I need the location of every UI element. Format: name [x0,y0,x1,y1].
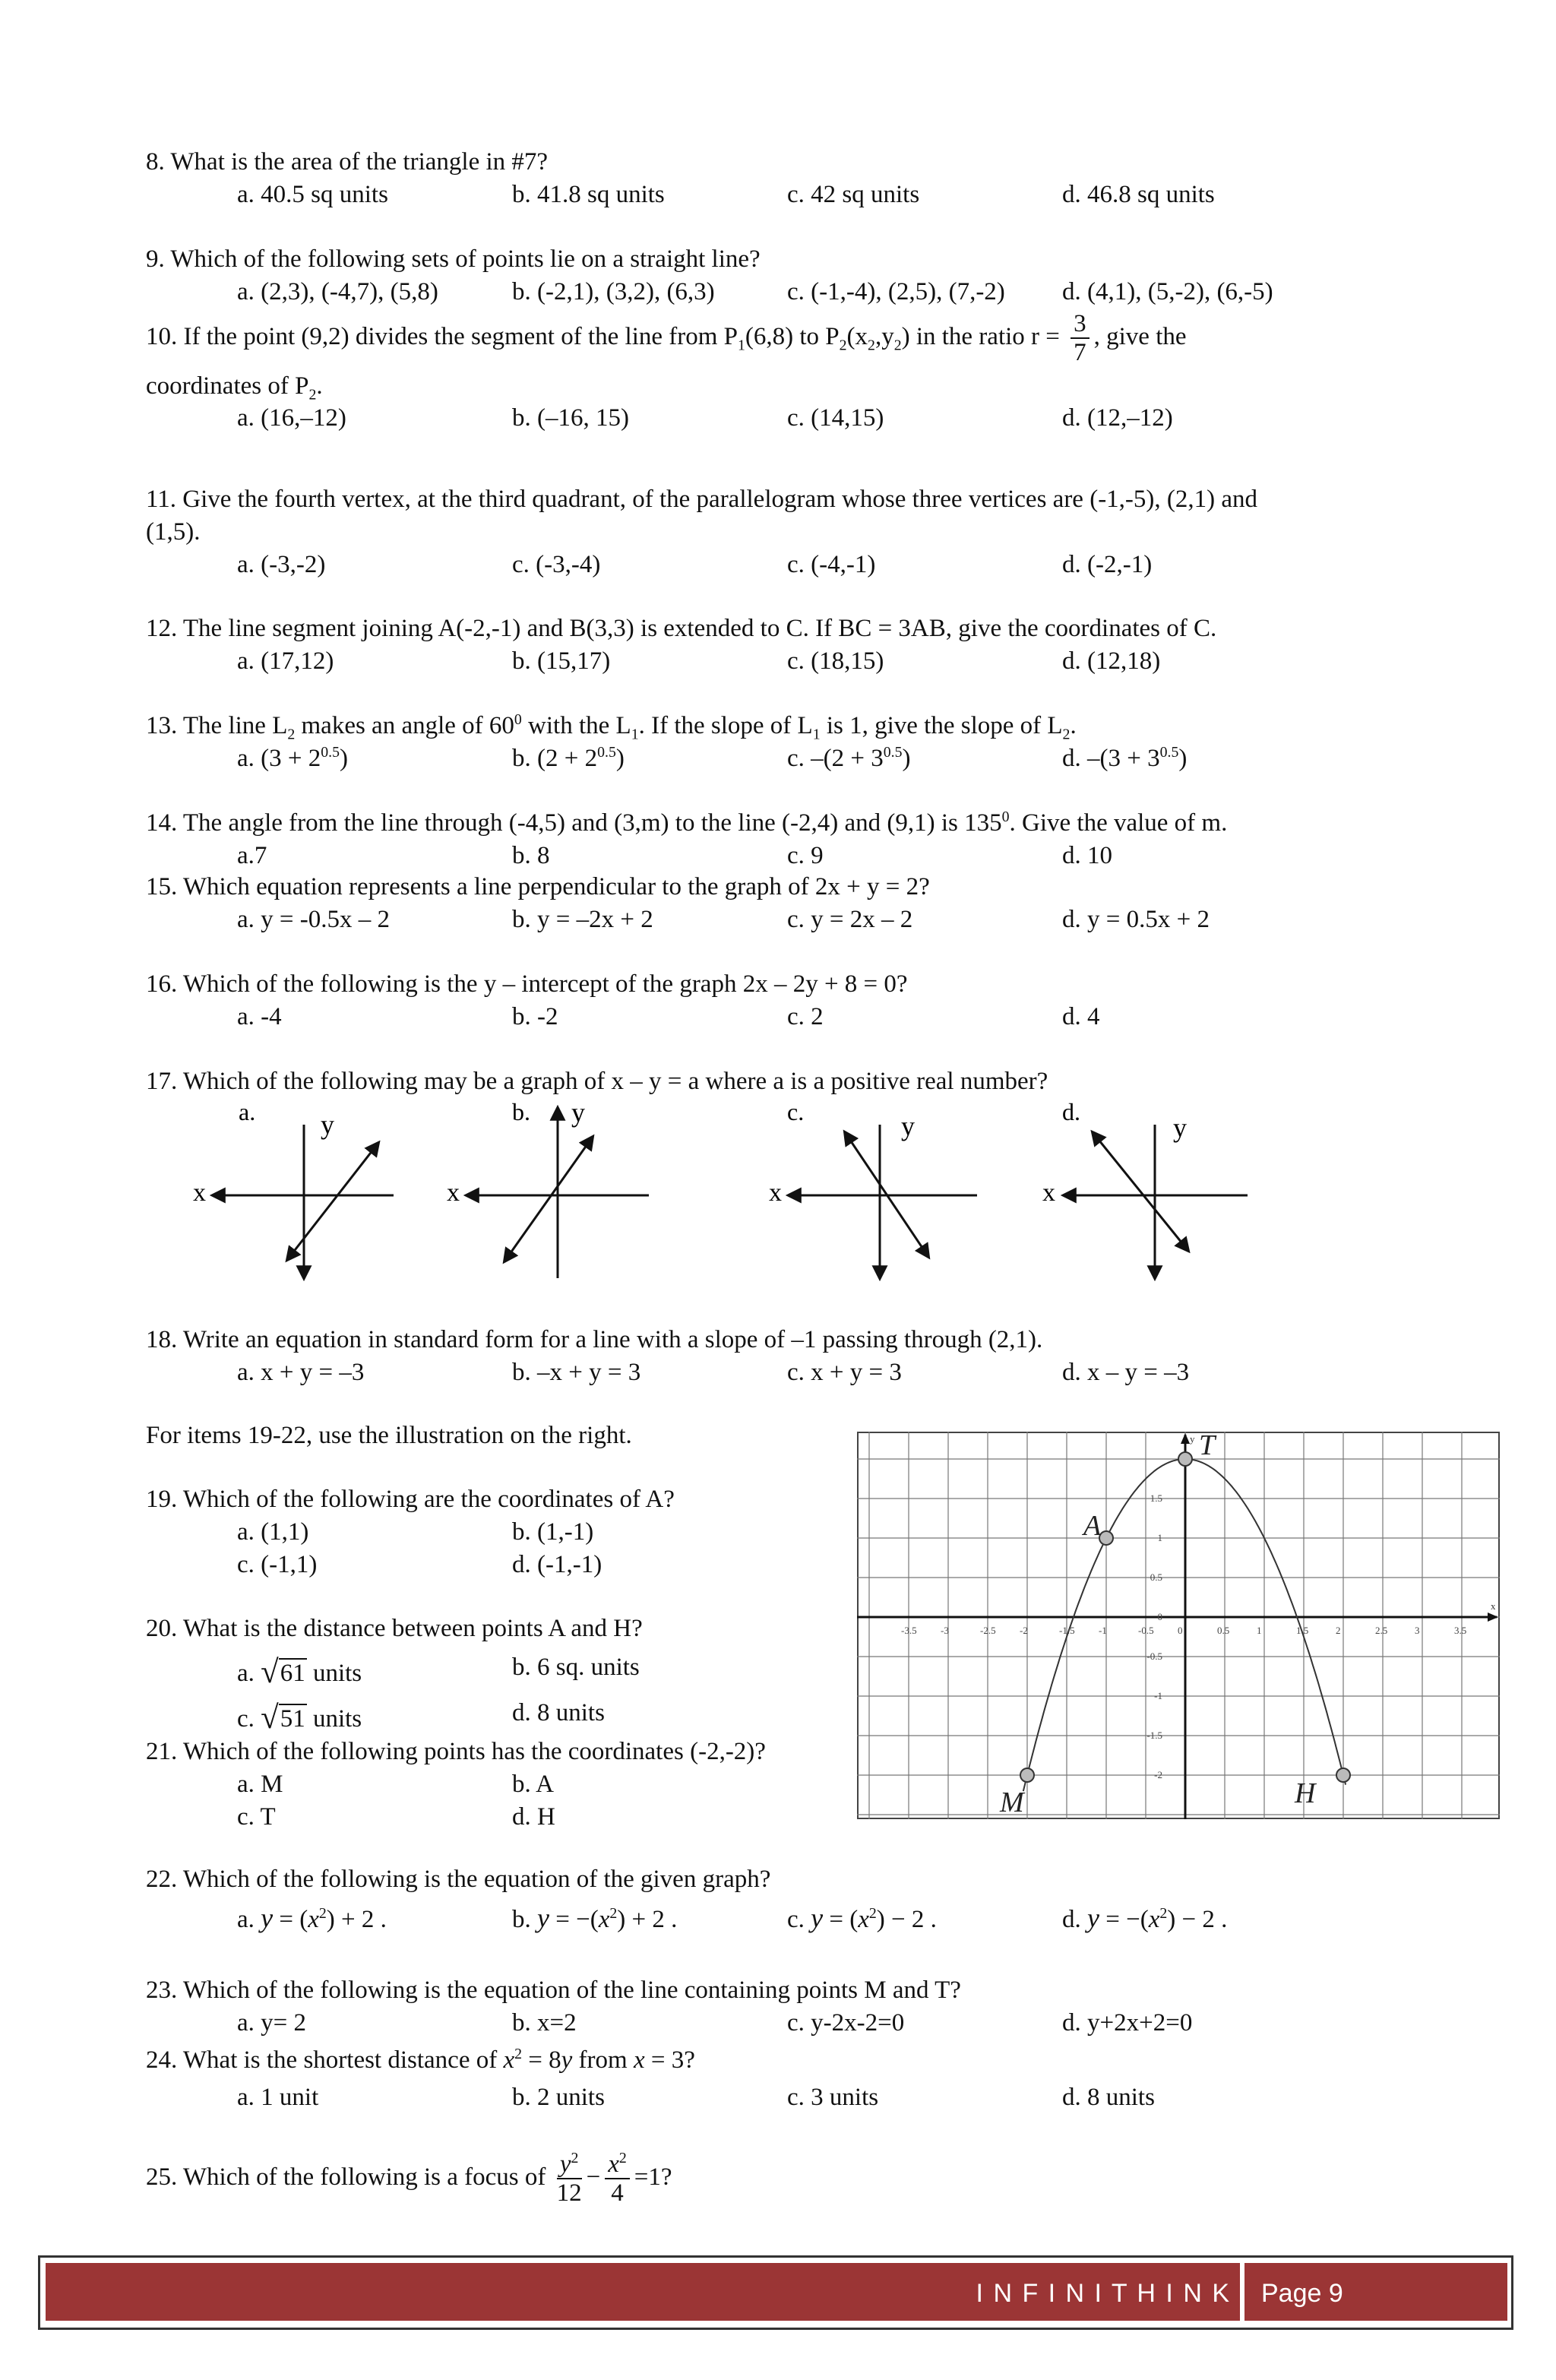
option-d: d. (4,1), (5,-2), (6,-5) [1062,277,1273,305]
footer-brand-bar [46,2263,1254,2321]
option-a: a. (-3,-2) [237,550,326,578]
svg-text:y: y [1173,1112,1187,1143]
graph-tick-labels [901,1492,1466,1780]
option-c: c. (18,15) [787,647,884,675]
question-25 [146,2151,1407,2208]
question-23 [146,1974,1407,2040]
question-17-graphs [182,1094,1292,1299]
question-stem-continued: (1,5). [146,517,201,546]
svg-text:y: y [321,1109,334,1140]
question-stem: 12. The line segment joining A(-2,-1) and B(3,3) is extended to C. If BC = 3AB, give the coordinates of C. [146,615,1217,642]
items-intro: For items 19-22, use the illustration on the right. [146,1422,632,1449]
option-a: a. $y = (x^2) + 2$ . [237,1902,387,1933]
question-stem: 8. What is the area of the triangle in #7? [146,148,549,176]
x-tick-label: -2 [1020,1625,1028,1636]
svg-text:d.: d. [1062,1098,1080,1125]
question-18 [146,1324,1407,1389]
option-d: d. 46.8 sq units [1062,180,1215,208]
options-row [146,2007,1407,2040]
question-stem: 23. Which of the following is the equation of the line containing points M and T? [146,1976,961,2004]
option-a: a. (17,12) [237,647,334,675]
options-row [146,840,1407,872]
x-tick-label: -3 [941,1625,949,1636]
point-h-label: H [1295,1777,1316,1809]
options-row [146,1801,830,1834]
option-a: a.7 [237,841,267,869]
options-row [146,1549,830,1581]
option-d: d. y+2x+2=0 [1062,2008,1193,2037]
y-tick-label: 1 [1157,1532,1162,1543]
option-b: b. 2 units [512,2083,605,2111]
options-row [146,276,1407,309]
question-stem-continued: coordinates of $P_2$. [146,372,323,404]
svg-text:y: y [571,1097,585,1128]
point-m-marker [1020,1768,1034,1782]
option-d: d. 10 [1062,841,1112,869]
x-tick-label: 3.5 [1454,1625,1467,1636]
option-a: a. (1,1) [237,1518,309,1546]
option-b: c. (-3,-4) [512,550,601,578]
y-axis-label: y [1190,1433,1195,1445]
x-tick-label: -1.5 [1059,1625,1075,1636]
question-stem: 9. Which of the following sets of points lie on a straight line? [146,245,761,273]
option-d: d. y = 0.5x + 2 [1062,905,1210,933]
option-b: b. A [512,1770,555,1798]
svg-text:x: x [447,1179,460,1207]
option-c: c. (14,15) [787,404,884,432]
option-c: c. 42 sq units [787,180,920,208]
option-a: a. y= 2 [237,2008,307,2037]
option-d: d. (12,18) [1062,647,1161,675]
y-tick-label: -1 [1154,1690,1162,1701]
x-axis-arrow-icon [1488,1613,1498,1622]
option-d: d. $-(3 + 3^{0.5})$ [1062,743,1188,772]
option-b: b. (–16, 15) [512,404,629,432]
question-13 [146,710,1407,775]
option-c: c. y-2x-2=0 [787,2008,905,2037]
question-14 [146,807,1407,872]
question-stem: 14. The angle from the line through (-4,5) and (3,m) to the line (-2,4) and (9,1) is $135^0$. Give the value of m. [146,809,1228,837]
y-tick-label: 0 [1157,1611,1162,1622]
svg-text:a.: a. [239,1098,256,1125]
option-d: d. H [512,1802,555,1831]
option-d: d. 4 [1062,1002,1100,1030]
question-8 [146,146,1407,211]
question-stem: 20. What is the distance between points A and H? [146,1615,643,1642]
graph-option-d [1042,1098,1248,1278]
option-a: a. M [237,1770,283,1798]
option-d: d. (-2,-1) [1062,550,1153,578]
question-stem: 17. Which of the following may be a graph of x – y = a where a is a positive real number? [146,1068,1048,1095]
option-a: a. (2,3), (-4,7), (5,8) [237,277,438,305]
option-b: b. 6 sq. units [512,1653,640,1681]
options-row [146,1356,1407,1389]
graph-option-b [447,1097,649,1278]
question-stem: 21. Which of the following points has the coordinates (-2,-2)? [146,1738,766,1765]
svg-text:c.: c. [787,1098,805,1125]
option-c: c. (-1,-4), (2,5), (7,-2) [787,277,1005,305]
question-stem: 19. Which of the following are the coordinates of A? [146,1486,675,1513]
x-tick-label: 1.5 [1296,1625,1309,1636]
options-row [146,402,1407,435]
options-row [146,1896,1407,1938]
point-h-marker [1336,1768,1350,1782]
point-a-label: A [1083,1510,1102,1542]
option-a: a. x + y = –3 [237,1358,365,1386]
parabola-graph [857,1432,1500,1819]
question-24 [146,2044,1407,2115]
option-c: c. $-(2 + 3^{0.5})$ [787,743,911,772]
question-10 [146,310,1407,435]
option-b: b. (15,17) [512,647,611,675]
x-tick-label: -3.5 [901,1625,917,1636]
page-number: Page 9 [1261,2279,1343,2308]
option-c: c. 9 [787,841,824,869]
option-c: c. T [237,1802,276,1831]
option-d: d. (12,–12) [1062,404,1173,432]
question-stem: 15. Which equation represents a line perpendicular to the graph of 2x + y = 2? [146,873,930,900]
option-a: a. 40.5 sq units [237,180,388,208]
question-15 [146,871,1407,936]
options-row [146,1001,1407,1033]
option-d: d. $y = -(x^2) - 2$ . [1062,1902,1228,1933]
options-row [146,1768,830,1801]
x-tick-label: 0.5 [1217,1625,1230,1636]
option-a: a. -4 [237,1002,282,1030]
question-9 [146,243,1407,309]
x-axis-label: x [1491,1600,1496,1612]
option-b: b. $y = -(x^2) + 2$ . [512,1902,678,1933]
question-stem: 18. Write an equation in standard form for a line with a slope of –1 passing through (2,1). [146,1326,1043,1353]
option-b: b. –x + y = 3 [512,1358,641,1386]
options-row [146,1645,830,1691]
question-stem: 10. If the point (9,2) divides the segment of the line from $P_1(6,8)$ to $P_2(x_2,y_2)$ in the ratio r = $\frac{3}{7}$ , give the [146,310,1187,367]
y-tick-label: -2 [1154,1769,1162,1780]
question-stem: 11. Give the fourth vertex, at the third quadrant, of the parallelogram whose three vertices are (-1,-5), (2,1) and [146,486,1258,513]
option-a: a. (16,–12) [237,404,346,432]
svg-text:x: x [769,1179,782,1207]
question-stem: 16. Which of the following is the y – intercept of the graph 2x – 2y + 8 = 0? [146,970,908,998]
x-tick-label: 2 [1336,1625,1341,1636]
question-21 [146,1736,830,1834]
question-17 [146,1065,1407,1098]
fraction-x2-4: $\frac{x^2}{4}$ [605,2151,630,2208]
point-a-marker [1099,1531,1113,1545]
option-b: b. (-2,1), (3,2), (6,3) [512,277,715,305]
option-b: b. (1,-1) [512,1518,594,1546]
footer-brand: I N F I N I T H I N K [976,2279,1231,2308]
option-c: c. x + y = 3 [787,1358,902,1386]
x-tick-label: -0.5 [1138,1625,1154,1636]
fraction-y2-12: $\frac{y^2}{12}$ [556,2150,582,2208]
option-b: b. y = –2x + 2 [512,905,653,933]
svg-text:y: y [901,1111,915,1141]
option-c: c. 3 units [787,2083,879,2111]
option-a: a. √61 units [237,1654,362,1690]
point-t-marker [1178,1452,1192,1466]
point-m-label: M [1000,1787,1024,1818]
ratio-fraction: $\frac{3}{7}$ [1071,310,1090,367]
option-d: d. x – y = –3 [1062,1358,1190,1386]
options-row [146,549,1407,581]
svg-text:x: x [193,1179,206,1207]
x-tick-label: 2.5 [1375,1625,1388,1636]
option-c: c. y = 2x – 2 [787,905,913,933]
y-tick-label: 1.5 [1150,1492,1162,1504]
option-c: c. 2 [787,1002,824,1030]
y-tick-label: -0.5 [1146,1650,1162,1662]
option-b: b. 41.8 sq units [512,180,665,208]
option-a: a. $(3 + 2^{0.5})$ [237,743,348,772]
question-19 [146,1483,830,1581]
option-a: a. 1 unit [237,2083,319,2111]
question-12 [146,612,1407,678]
option-d: d. (-1,-1) [512,1550,602,1578]
option-d: d. 8 units [1062,2083,1155,2111]
option-b: b. $(2 + 2^{0.5})$ [512,743,625,772]
question-stem: 13. The line $L_2$ makes an angle of $60^0$ with the $L_1$. If the slope of $L_1$ is 1, give the slope of $L_2$. [146,711,1077,743]
question-22 [146,1863,1407,1938]
graph-option-a [193,1098,394,1278]
svg-text:b.: b. [512,1098,530,1125]
footer-page-box [1240,2263,1507,2321]
question-stem: 22. Which of the following is the equation of the given graph? [146,1866,771,1893]
y-tick-label: -1.5 [1146,1730,1162,1741]
option-a: a. y = -0.5x – 2 [237,905,390,933]
option-c: c. √51 units [237,1699,362,1736]
x-tick-label: 0 [1178,1625,1183,1636]
x-tick-label: 3 [1415,1625,1420,1636]
options-row [146,742,1407,775]
x-tick-label: 1 [1257,1625,1262,1636]
options-row [146,645,1407,678]
question-16 [146,968,1407,1033]
option-d: d. 8 units [512,1698,605,1726]
question-11 [146,483,1407,581]
option-b: b. -2 [512,1002,558,1030]
options-row [146,904,1407,936]
x-tick-label: -2.5 [980,1625,996,1636]
question-20 [146,1613,830,1736]
point-t-label: T [1199,1432,1216,1461]
y-axis-arrow-icon [1181,1433,1190,1444]
option-b: b. x=2 [512,2008,577,2037]
graph-option-c [769,1098,977,1278]
options-row [146,1691,830,1736]
y-tick-label: 0.5 [1150,1571,1162,1583]
options-row [146,179,1407,211]
option-c: c. $y = (x^2) - 2$ . [787,1902,937,1933]
options-row [146,2077,1407,2115]
question-stem: 24. What is the shortest distance of $x^2 = 8y$ from x = 3? [146,2046,695,2074]
option-c: c. (-1,1) [237,1550,318,1578]
option-b: b. 8 [512,841,550,869]
option-c: c. (-4,-1) [787,550,876,578]
svg-text:x: x [1042,1179,1055,1207]
options-row [146,1516,830,1549]
question-stem: 25. Which of the following is a focus of $\frac{y^2}{12}$ − $\frac{x^2}{4}$ =1? [146,2150,672,2208]
x-tick-label: -1 [1099,1625,1107,1636]
